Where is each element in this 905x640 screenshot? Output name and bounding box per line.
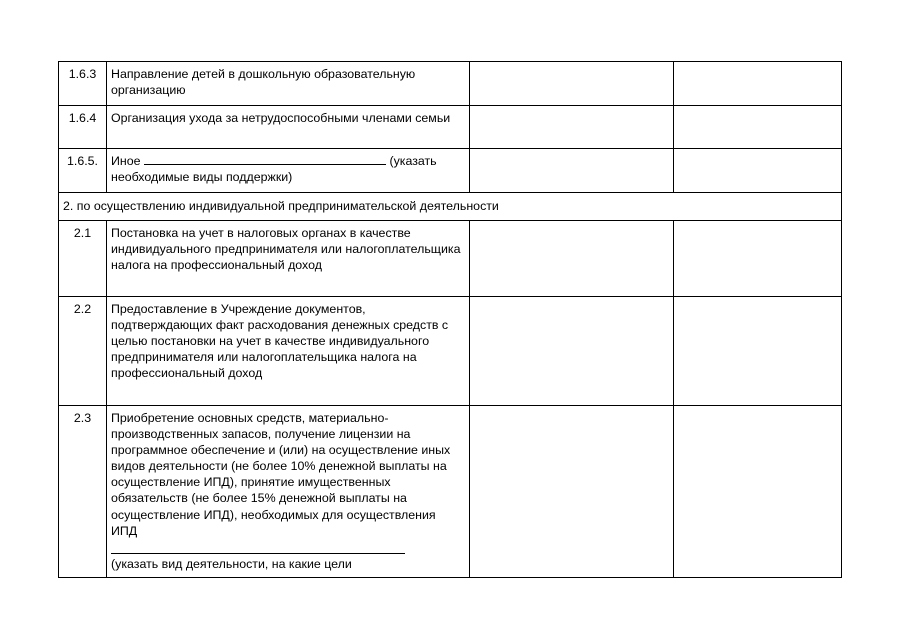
section-row	[59, 193, 842, 221]
empty-cell	[470, 106, 674, 149]
empty-cell	[470, 221, 674, 297]
section-heading: 2. по осуществлению индивидуальной предпринимательской деятельности	[59, 193, 842, 221]
empty-cell	[674, 62, 842, 106]
other-hint: (указать необходимые виды поддержки)	[111, 154, 437, 185]
row-description	[107, 149, 470, 193]
other-label: Иное	[111, 154, 141, 168]
row-description: Постановка на учет в налоговых органах в качестве индивидуального предпринимателя или налогоплательщика налога на профессиональный доход	[107, 221, 470, 297]
row-number: 2.3	[59, 406, 107, 578]
table-row	[59, 221, 842, 297]
row-description: Предоставление в Учреждение документов, подтверждающих факт расходования денежных средств с целью постановки на учет в качестве индивидуального предпринимателя или налогоплательщика налога на профессиональный доход	[107, 297, 470, 406]
row-description	[107, 406, 470, 578]
table-row	[59, 149, 842, 193]
empty-cell	[470, 149, 674, 193]
table-row	[59, 406, 842, 578]
table-row	[59, 297, 842, 406]
empty-cell	[674, 297, 842, 406]
row-number: 1.6.3	[59, 62, 107, 106]
empty-cell	[470, 297, 674, 406]
fill-in-blank-line	[144, 153, 386, 165]
empty-cell	[674, 106, 842, 149]
support-measures-table	[58, 61, 842, 578]
empty-cell	[674, 406, 842, 578]
table-row	[59, 62, 842, 106]
row-number: 1.6.4	[59, 106, 107, 149]
empty-cell	[470, 406, 674, 578]
row-description-text: Приобретение основных средств, материально-производственных запасов, получение лицензии на программное обеспечение и (или) на осуществление иных видов деятельности (не более 10% денежной выплаты на осуществление ИПД), принятие имущественных обязательств (не более 15% денежной выплаты на осуществление ИПД), необходимых для осуществления ИПД	[111, 411, 451, 538]
activity-note: (указать вид деятельности, на какие цели	[111, 556, 352, 571]
row-number: 2.2	[59, 297, 107, 406]
row-number: 1.6.5.	[59, 149, 107, 193]
row-number: 2.1	[59, 221, 107, 297]
empty-cell	[674, 149, 842, 193]
fill-in-blank-line	[111, 539, 405, 554]
row-description: Направление детей в дошкольную образовательную организацию	[107, 62, 470, 106]
empty-cell	[674, 221, 842, 297]
empty-cell	[470, 62, 674, 106]
row-description: Организация ухода за нетрудоспособными членами семьи	[107, 106, 470, 149]
table-row	[59, 106, 842, 149]
